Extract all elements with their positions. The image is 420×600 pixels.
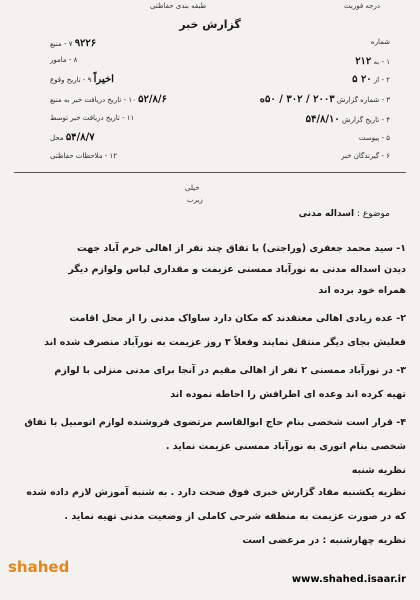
mid-label: خیلی [185,184,200,192]
report-title: گزارش خبر [179,18,241,31]
header-divider [14,172,406,173]
header-row: اخیراً ۹ - تاریخ وقوع [50,74,114,85]
header-row: ۹۲۲۶ ۷ - منبع [50,38,97,49]
subject-value: اسداله مدنی [298,209,355,219]
header-row: ۱ - به ۲۱۲ [355,56,390,67]
header-row: ۵ - پیوست [358,134,390,142]
header-row: ۱۱ - تاریخ دریافت خبر توسط [50,114,135,122]
header-row: ۲ - از ۲۰ ۵ [352,74,390,85]
body-line: تهیه کرده اند وعده ای اطرافش را احاطه نموده اند [170,389,406,400]
body-line: فعلیش بجای دیگر منتقل نمایند وفعلاً ۳ روز عزیمت به نورآباد منصرف شده اند [44,337,406,348]
header-row: ۸ - مامور [50,56,78,64]
body-line: ۴- قرار است شخصی بنام حاج ابوالقاسم مرتضوی فروشنده لوازم اتومبیل با تفاق [24,417,406,428]
subject-line [299,209,390,219]
urgency-label: درجه فوریت [344,2,380,10]
header-row: ۳ - شماره گزارش ۲۰۰۳ / ۳۰۲ / ۵۰ه [259,94,390,105]
body-line: ۳- در نورآباد ممسنی ۲ نفر از اهالی مقیم در آنجا برای مدنی منزلی با لوازم [54,365,406,376]
body-line: همراه خود برده اند [318,285,406,296]
header-row: ۱۲ - ملاحظات حفاظتی [50,152,117,160]
body-line: نظریه یکشنبه مفاد گزارش خبری فوق صحت دارد . به شنبه آموزش لازم داده شده [26,487,406,498]
header-row: ۵۲/۸/۶ ۱۰ - تاریخ دریافت خبر به منبع [50,94,167,105]
header-row: ۴ - تاریخ گزارش ۵۴/۸/۱۰ [305,114,390,125]
header-row: ۶ - گیرندگان خبر [341,152,390,160]
header-row: شماره [370,38,390,46]
watermark-url: www.shahed.isaar.ir [291,574,406,585]
subject-label: موضوع : [356,209,390,219]
body-line: ۱- سید محمد جعفری (وراجتی) با تفاق چند نفر از اهالی خرم آباد جهت [77,243,406,254]
body-line: نظریه شنبه [351,465,406,476]
mid-label-2: زیرب [187,196,203,204]
header-row: ۵۴/۸/۷ محل [50,132,95,143]
body-line: دیدن اسداله مدنی به نورآباد ممسنی عزیمت و مقداری لباس ولوازم دیگر [68,264,406,275]
class-level-label: طبقه بندی حفاظتی [150,2,207,10]
body-line: شخصی بنام انوری به نورآباد ممسنی عزیمت نماید . [165,441,406,452]
body-line: نظریه چهارشنبه : در مرعضی است [242,535,406,546]
watermark-brand: shahed [8,558,70,576]
body-line: که در صورت عزیمت به منطقه شرحی کاملی از وضعیت مدنی تهیه نماید . [64,511,406,522]
body-line: ۲- عده زیادی اهالی معتقدند که مکان دارد ساواک مدنی را از محل اقامت [69,313,406,324]
